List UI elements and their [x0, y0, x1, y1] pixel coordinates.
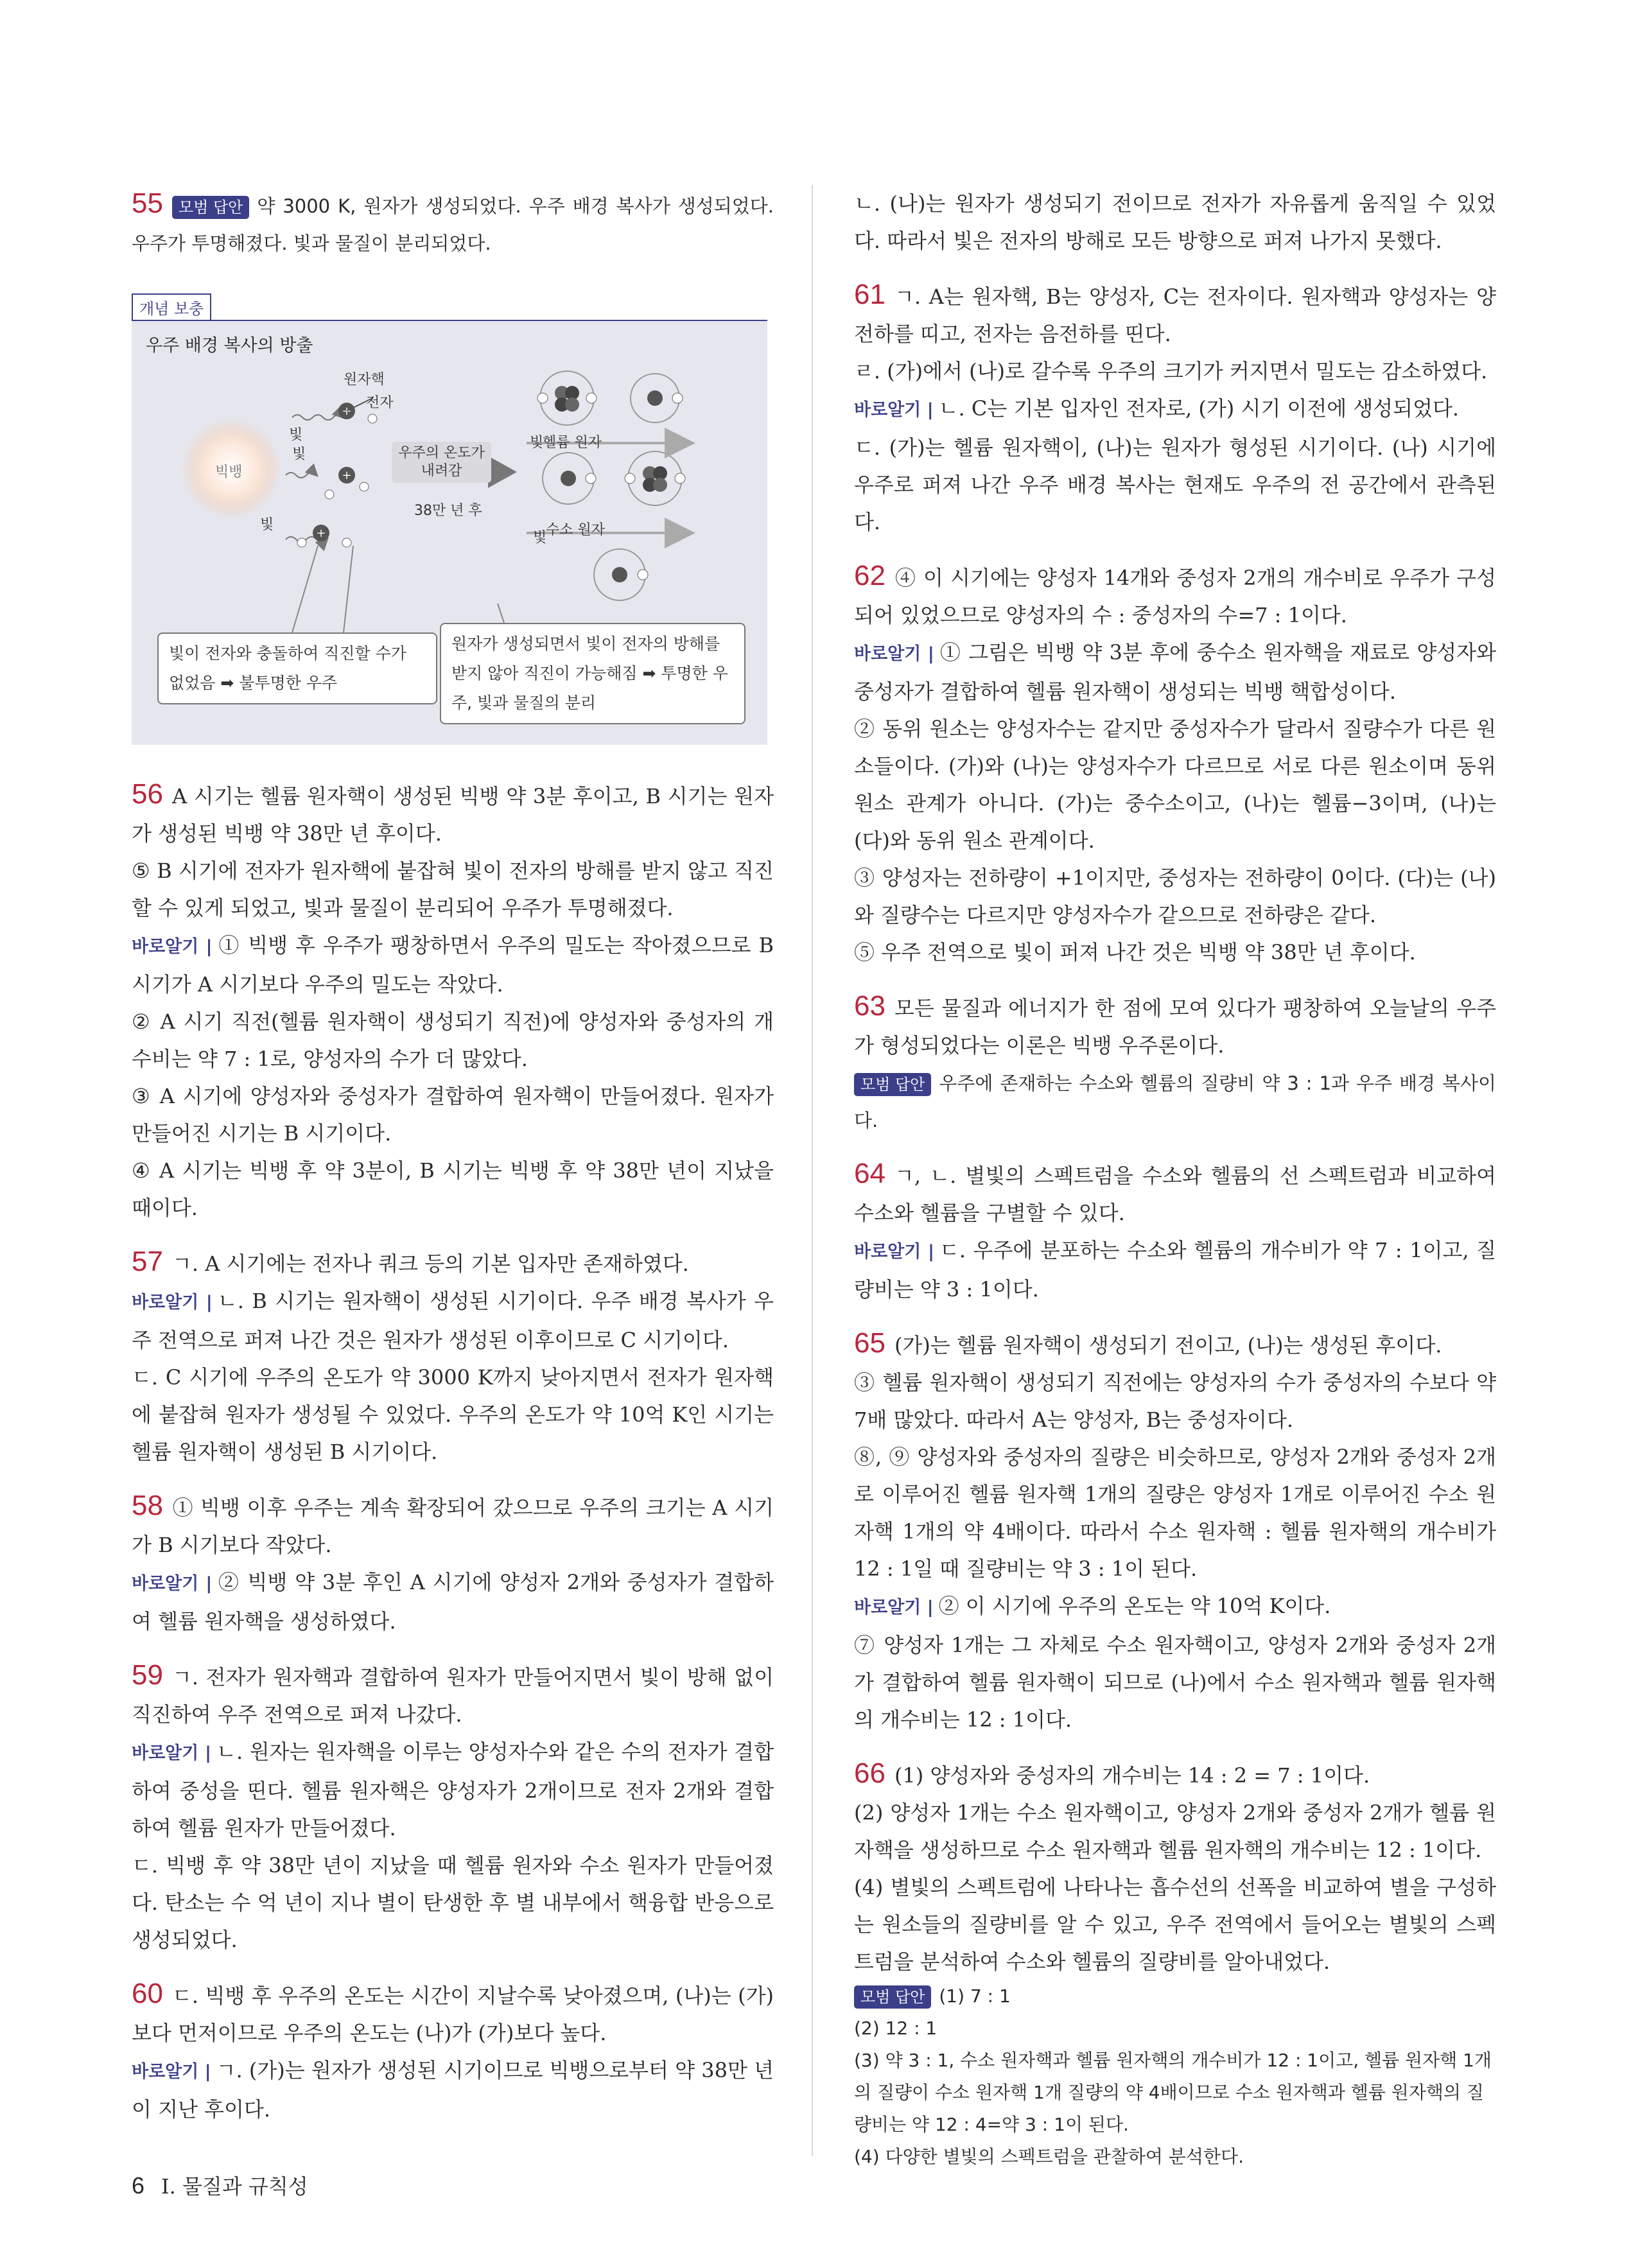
svg-text:+: +: [316, 527, 326, 540]
correction-text: ㄷ. C 시기에 우주의 온도가 약 3000 K까지 낮아지면서 전자가 원자핵에 붙잡혀 원자가 생성될 수 있었다. 우주의 온도가 약 10억 K인 시기는 헬륨 원자핵이 생성된 B 시기이다.: [132, 1365, 774, 1464]
question-number: 60: [132, 1978, 163, 2009]
correction-tag: 바로알기 |: [132, 1293, 213, 1313]
answer-text: ㄹ. (가)에서 (나)로 갈수록 우주의 크기가 커지면서 밀도는 감소하였다.: [854, 359, 1488, 383]
question-number: 57: [132, 1246, 163, 1277]
answer-60-continued: [854, 185, 1496, 259]
correction-text: ㄴ. B 시기는 원자핵이 생성된 시기이다. 우주 배경 복사가 우주 전역으로 퍼져 나간 것은 원자가 생성된 이후이므로 C 시기이다.: [132, 1289, 774, 1352]
atom-row-3: [594, 549, 648, 600]
answer-text: (가)는 헬륨 원자핵이 생성되기 전이고, (나)는 생성된 후이다.: [894, 1333, 1442, 1357]
question-number: 58: [132, 1490, 163, 1521]
answer-text: (2) 양성자 1개는 수소 원자핵이고, 양성자 2개와 중성자 2개가 헬륨 원자핵을 생성하므로 수소 원자핵과 헬륨 원자핵의 개수비는 12 : 1이다.: [854, 1801, 1496, 1862]
note-opaque: 빛이 전자와 충돌하여 직진할 수가 없었음 ➡ 불투명한 우주: [157, 632, 437, 704]
correction-tag: 바로알기 |: [854, 644, 934, 664]
answer-text: ③ 헬륨 원자핵이 생성되기 직전에는 양성자의 수가 중성자의 수보다 약 7배 많았다. 따라서 A는 양성자, B는 중성자이다.: [854, 1370, 1496, 1432]
answer-text: ㄱ. A 시기에는 전자나 쿼크 등의 기본 입자만 존재하였다.: [171, 1252, 689, 1276]
correction-text: ⑦ 양성자 1개는 그 자체로 수소 원자핵이고, 양성자 2개와 중성자 2개가 결합하여 헬륨 원자핵이 되므로 (나)에서 수소 원자핵과 헬륨 원자핵의 개수비는 12 : 1이다.: [854, 1633, 1496, 1732]
answer-text: ㄱ. 전자가 원자핵과 결합하여 원자가 만들어지면서 빛이 방해 없이 직진하여 우주 전역으로 퍼져 나갔다.: [132, 1665, 774, 1727]
answer-57: [132, 1243, 774, 1470]
question-number: 66: [854, 1758, 885, 1789]
correction-text: ㄷ. 빅뱅 후 약 38만 년이 지났을 때 헬륨 원자와 수소 원자가 만들어졌다. 탄소는 수 억 년이 지나 별이 탄생한 후 별 내부에서 핵융합 반응으로 생성되었다.: [132, 1853, 774, 1952]
correction-tag: 바로알기 |: [132, 2062, 211, 2082]
label-light-1: 빛: [289, 427, 303, 443]
answer-text: ⑧, ⑨ 양성자와 중성자의 질량은 비슷하므로, 양성자 2개와 중성자 2개로 이루어진 헬륨 원자핵 1개의 질량은 양성자 1개로 이루어진 수소 원자핵 1개의 약 4배이다. 따라서 수소 원자핵 : 헬륨 원자핵의 개수비가 12 : 1일 때 질량비는 약 3 : 1이 된다.: [854, 1445, 1496, 1581]
correction-text: ② 이 시기에 우주의 온도는 약 10억 K이다.: [938, 1594, 1331, 1618]
correction-text: ㄴ. C는 기본 입자인 전자로, (가) 시기 이전에 생성되었다.: [938, 396, 1460, 421]
label-hydrogen: 수소 원자: [546, 522, 606, 538]
model-answer-tag: 모범 답안: [854, 1073, 931, 1096]
atom-row-1: [537, 371, 683, 425]
correction-text: ㄱ. (가)는 원자가 생성된 시기이므로 빅뱅으로부터 약 38만 년이 지난 후이다.: [132, 2058, 774, 2122]
model-answer-text: (3) 약 3 : 1, 수소 원자핵과 헬륨 원자핵의 개수비가 12 : 1이고, 헬륨 원자핵 1개의 질량이 수소 원자핵 1개 질량의 약 4배이므로 수소 원자핵과 헬륨 원자핵의 질량비는 약 12 : 4=약 3 : 1이 된다.: [854, 2050, 1492, 2135]
question-number: 61: [854, 279, 885, 310]
question-number: 56: [132, 778, 163, 810]
question-number: 63: [854, 990, 885, 1022]
column-divider: [812, 185, 813, 2156]
answer-63: [854, 988, 1496, 1138]
correction-text: ① 빅뱅 후 우주가 팽창하면서 우주의 밀도는 작아졌으므로 B 시기가 A 시기보다 우주의 밀도는 작았다.: [132, 933, 774, 997]
answer-text: ① 빅뱅 이후 우주는 계속 확장되어 갔으므로 우주의 크기는 A 시기가 B 시기보다 작았다.: [132, 1496, 774, 1557]
answer-58: [132, 1487, 774, 1640]
atom-row-2: [543, 451, 685, 505]
answer-text: ㄱ. A는 원자핵, B는 양성자, C는 전자이다. 원자핵과 양성자는 양전하를 띠고, 전자는 음전하를 띤다.: [854, 284, 1496, 346]
label-electron: 전자: [366, 395, 394, 411]
correction-text: ㄷ. (가)는 헬륨 원자핵이, (나)는 원자가 형성된 시기이다. (나) 시기에 우주로 퍼져 나간 우주 배경 복사는 현재도 우주의 전 공간에서 관측된다.: [854, 435, 1496, 534]
model-answer-text: 우주에 존재하는 수소와 헬륨의 질량비 약 3 : 1과 우주 배경 복사이다.: [854, 1072, 1496, 1131]
label-helium: 헬륨 원자: [543, 435, 602, 451]
correction-tag: 바로알기 |: [854, 400, 934, 420]
answer-61: [854, 276, 1496, 541]
answer-text: 약 3000 K, 원자가 생성되었다. 우주 배경 복사가 생성되었다. 우주가 투명해졌다. 빛과 물질이 분리되었다.: [132, 195, 774, 254]
correction-text: ⑤ 우주 전역으로 빛이 퍼져 나간 것은 빅뱅 약 38만 년 후이다.: [854, 940, 1416, 964]
question-number: 62: [854, 560, 885, 591]
svg-text:+: +: [342, 469, 352, 482]
correction-text: ① 그림은 빅뱅 약 3분 후에 중수소 원자핵을 재료로 양성자와 중성자가 결합하여 헬륨 원자핵이 생성되는 빅뱅 핵합성이다.: [854, 640, 1496, 704]
question-number: 55: [132, 188, 163, 219]
model-answer-text: (4) 다양한 별빛의 스펙트럼을 관찰하여 분석한다.: [854, 2146, 1244, 2167]
label-light-2: 빛: [292, 446, 306, 462]
answer-65: [854, 1325, 1496, 1738]
answer-60: [132, 1975, 774, 2128]
model-answer-text: (2) 12 : 1: [854, 2018, 938, 2039]
right-column: [854, 185, 1496, 2190]
correction-text: ㄴ. 원자는 원자핵을 이루는 양성자수와 같은 수의 전자가 결합하여 중성을 띤다. 헬륨 원자핵은 양성자가 2개이므로 전자 2개와 결합하여 헬륨 원자가 만들어졌다.: [132, 1740, 774, 1840]
model-answer-tag: 모범 답안: [172, 196, 249, 219]
chapter-title: Ⅰ. 물질과 규칙성: [161, 2174, 308, 2199]
label-light-3: 빛: [260, 517, 274, 533]
answer-56: [132, 776, 774, 1226]
correction-tag: 바로알기 |: [132, 1574, 213, 1594]
answer-59: [132, 1657, 774, 1958]
label-cooling: 우주의 온도가 내려감: [392, 442, 491, 483]
nucleus-group-3: [297, 525, 351, 547]
concept-box: [132, 320, 767, 745]
answer-text: ㄱ, ㄴ. 별빛의 스펙트럼을 수소와 헬륨의 선 스펙트럼과 비교하여 수소와 헬륨을 구별할 수 있다.: [854, 1164, 1496, 1225]
answer-text: (4) 별빛의 스펙트럼에 나타나는 흡수선의 선폭을 비교하여 별을 구성하는 원소들의 질량비를 알 수 있고, 우주 전역에서 들어오는 별빛의 스펙트럼을 분석하여 수소와 헬륨의 질량비를 알아내었다.: [854, 1875, 1496, 1974]
correction-tag: 바로알기 |: [132, 1743, 212, 1763]
model-answer-tag: 모범 답안: [854, 1985, 931, 2009]
answer-64: [854, 1155, 1496, 1308]
question-number: 64: [854, 1158, 885, 1189]
label-light-5: 빛: [533, 530, 547, 546]
correction-tag: 바로알기 |: [854, 1598, 934, 1618]
answer-55: [132, 185, 774, 261]
left-column: [132, 185, 774, 2145]
correction-text: ㄴ. (나)는 원자가 생성되기 전이므로 전자가 자유롭게 움직일 수 있었다. 따라서 빛은 전자의 방해로 모든 방향으로 퍼져 나가지 못했다.: [854, 191, 1496, 253]
nucleus-group-2: [325, 467, 369, 499]
answer-62: [854, 557, 1496, 971]
answer-text: ④ 이 시기에는 양성자 14개와 중성자 2개의 개수비로 우주가 구성되어 있었으므로 양성자의 수 : 중성자의 수=7 : 1이다.: [854, 566, 1496, 627]
correction-text: ② 빅뱅 약 3분 후인 A 시기에 양성자 2개와 중성자가 결합하여 헬륨 원자핵을 생성하였다.: [132, 1570, 774, 1634]
correction-text: ④ A 시기는 빅뱅 후 약 3분이, B 시기는 빅뱅 후 약 38만 년이 지났을 때이다.: [132, 1158, 774, 1220]
concept-title: 우주 배경 복사의 방출: [146, 336, 313, 356]
label-bigbang: 빅뱅: [215, 464, 243, 480]
correction-text: ㄷ. 우주에 분포하는 수소와 헬륨의 개수비가 약 7 : 1이고, 질량비는 약 3 : 1이다.: [854, 1238, 1496, 1302]
answer-text: 모든 물질과 에너지가 한 점에 모여 있다가 팽창하여 오늘날의 우주가 형성되었다는 이론은 빅뱅 우주론이다.: [854, 996, 1496, 1058]
label-light-4: 빛: [530, 435, 544, 451]
page-number: 6: [132, 2172, 145, 2199]
answer-66: [854, 1755, 1496, 2173]
model-answer-text: (1) 7 : 1: [939, 1985, 1011, 2007]
correction-text: ③ A 시기에 양성자와 중성자가 결합하여 원자핵이 만들어졌다. 원자가 만들어진 시기는 B 시기이다.: [132, 1084, 774, 1146]
question-number: 65: [854, 1327, 885, 1359]
correction-tag: 바로알기 |: [132, 937, 213, 957]
answer-text: A 시기는 헬륨 원자핵이 생성된 빅뱅 약 3분 후이고, B 시기는 원자가 생성된 빅뱅 약 38만 년 후이다.: [132, 784, 774, 846]
note-transparent: 원자가 생성되면서 빛이 전자의 방해를 받지 않아 직진이 가능해짐 ➡ 투명한 우주, 빛과 물질의 분리: [440, 623, 746, 724]
answer-text: ㄷ. 빅뱅 후 우주의 온도는 시간이 지날수록 낮아졌으며, (나)는 (가)보다 먼저이므로 우주의 온도는 (나)가 (가)보다 높다.: [132, 1984, 774, 2045]
label-nucleus: 원자핵: [344, 372, 385, 388]
label-after: 38만 년 후: [414, 503, 482, 519]
correction-text: ② A 시기 직전(헬륨 원자핵이 생성되기 직전)에 양성자와 중성자의 개수비는 약 7 : 1로, 양성자의 수가 더 많았다.: [132, 1009, 774, 1071]
answer-text: ⑤ B 시기에 전자가 원자핵에 붙잡혀 빛이 전자의 방해를 받지 않고 직진할 수 있게 되었고, 빛과 물질이 분리되어 우주가 투명해졌다.: [132, 859, 774, 920]
correction-text: ③ 양성자는 전하량이 +1이지만, 중성자는 전하량이 0이다. (다)는 (나)와 질량수는 다르지만 양성자수가 같으므로 전하량은 같다.: [854, 866, 1496, 927]
svg-text:+: +: [342, 405, 352, 418]
concept-tag: 개념 보충: [132, 293, 211, 320]
answer-text: (1) 양성자와 중성자의 개수비는 14 : 2 = 7 : 1이다.: [894, 1763, 1370, 1788]
page-footer: [132, 2170, 308, 2200]
question-number: 59: [132, 1659, 163, 1691]
correction-text: ② 동위 원소는 양성자수는 같지만 중성자수가 달라서 질량수가 다른 원소들이다. (가)와 (나)는 양성자수가 다르므로 서로 다른 원소이며 동위 원소 관계가 아니다. (가)는 중수소이고, (나)는 헬륨−3이며, (나)는 (다)와 동위 원소 관계이다.: [854, 717, 1496, 853]
correction-tag: 바로알기 |: [854, 1242, 934, 1262]
